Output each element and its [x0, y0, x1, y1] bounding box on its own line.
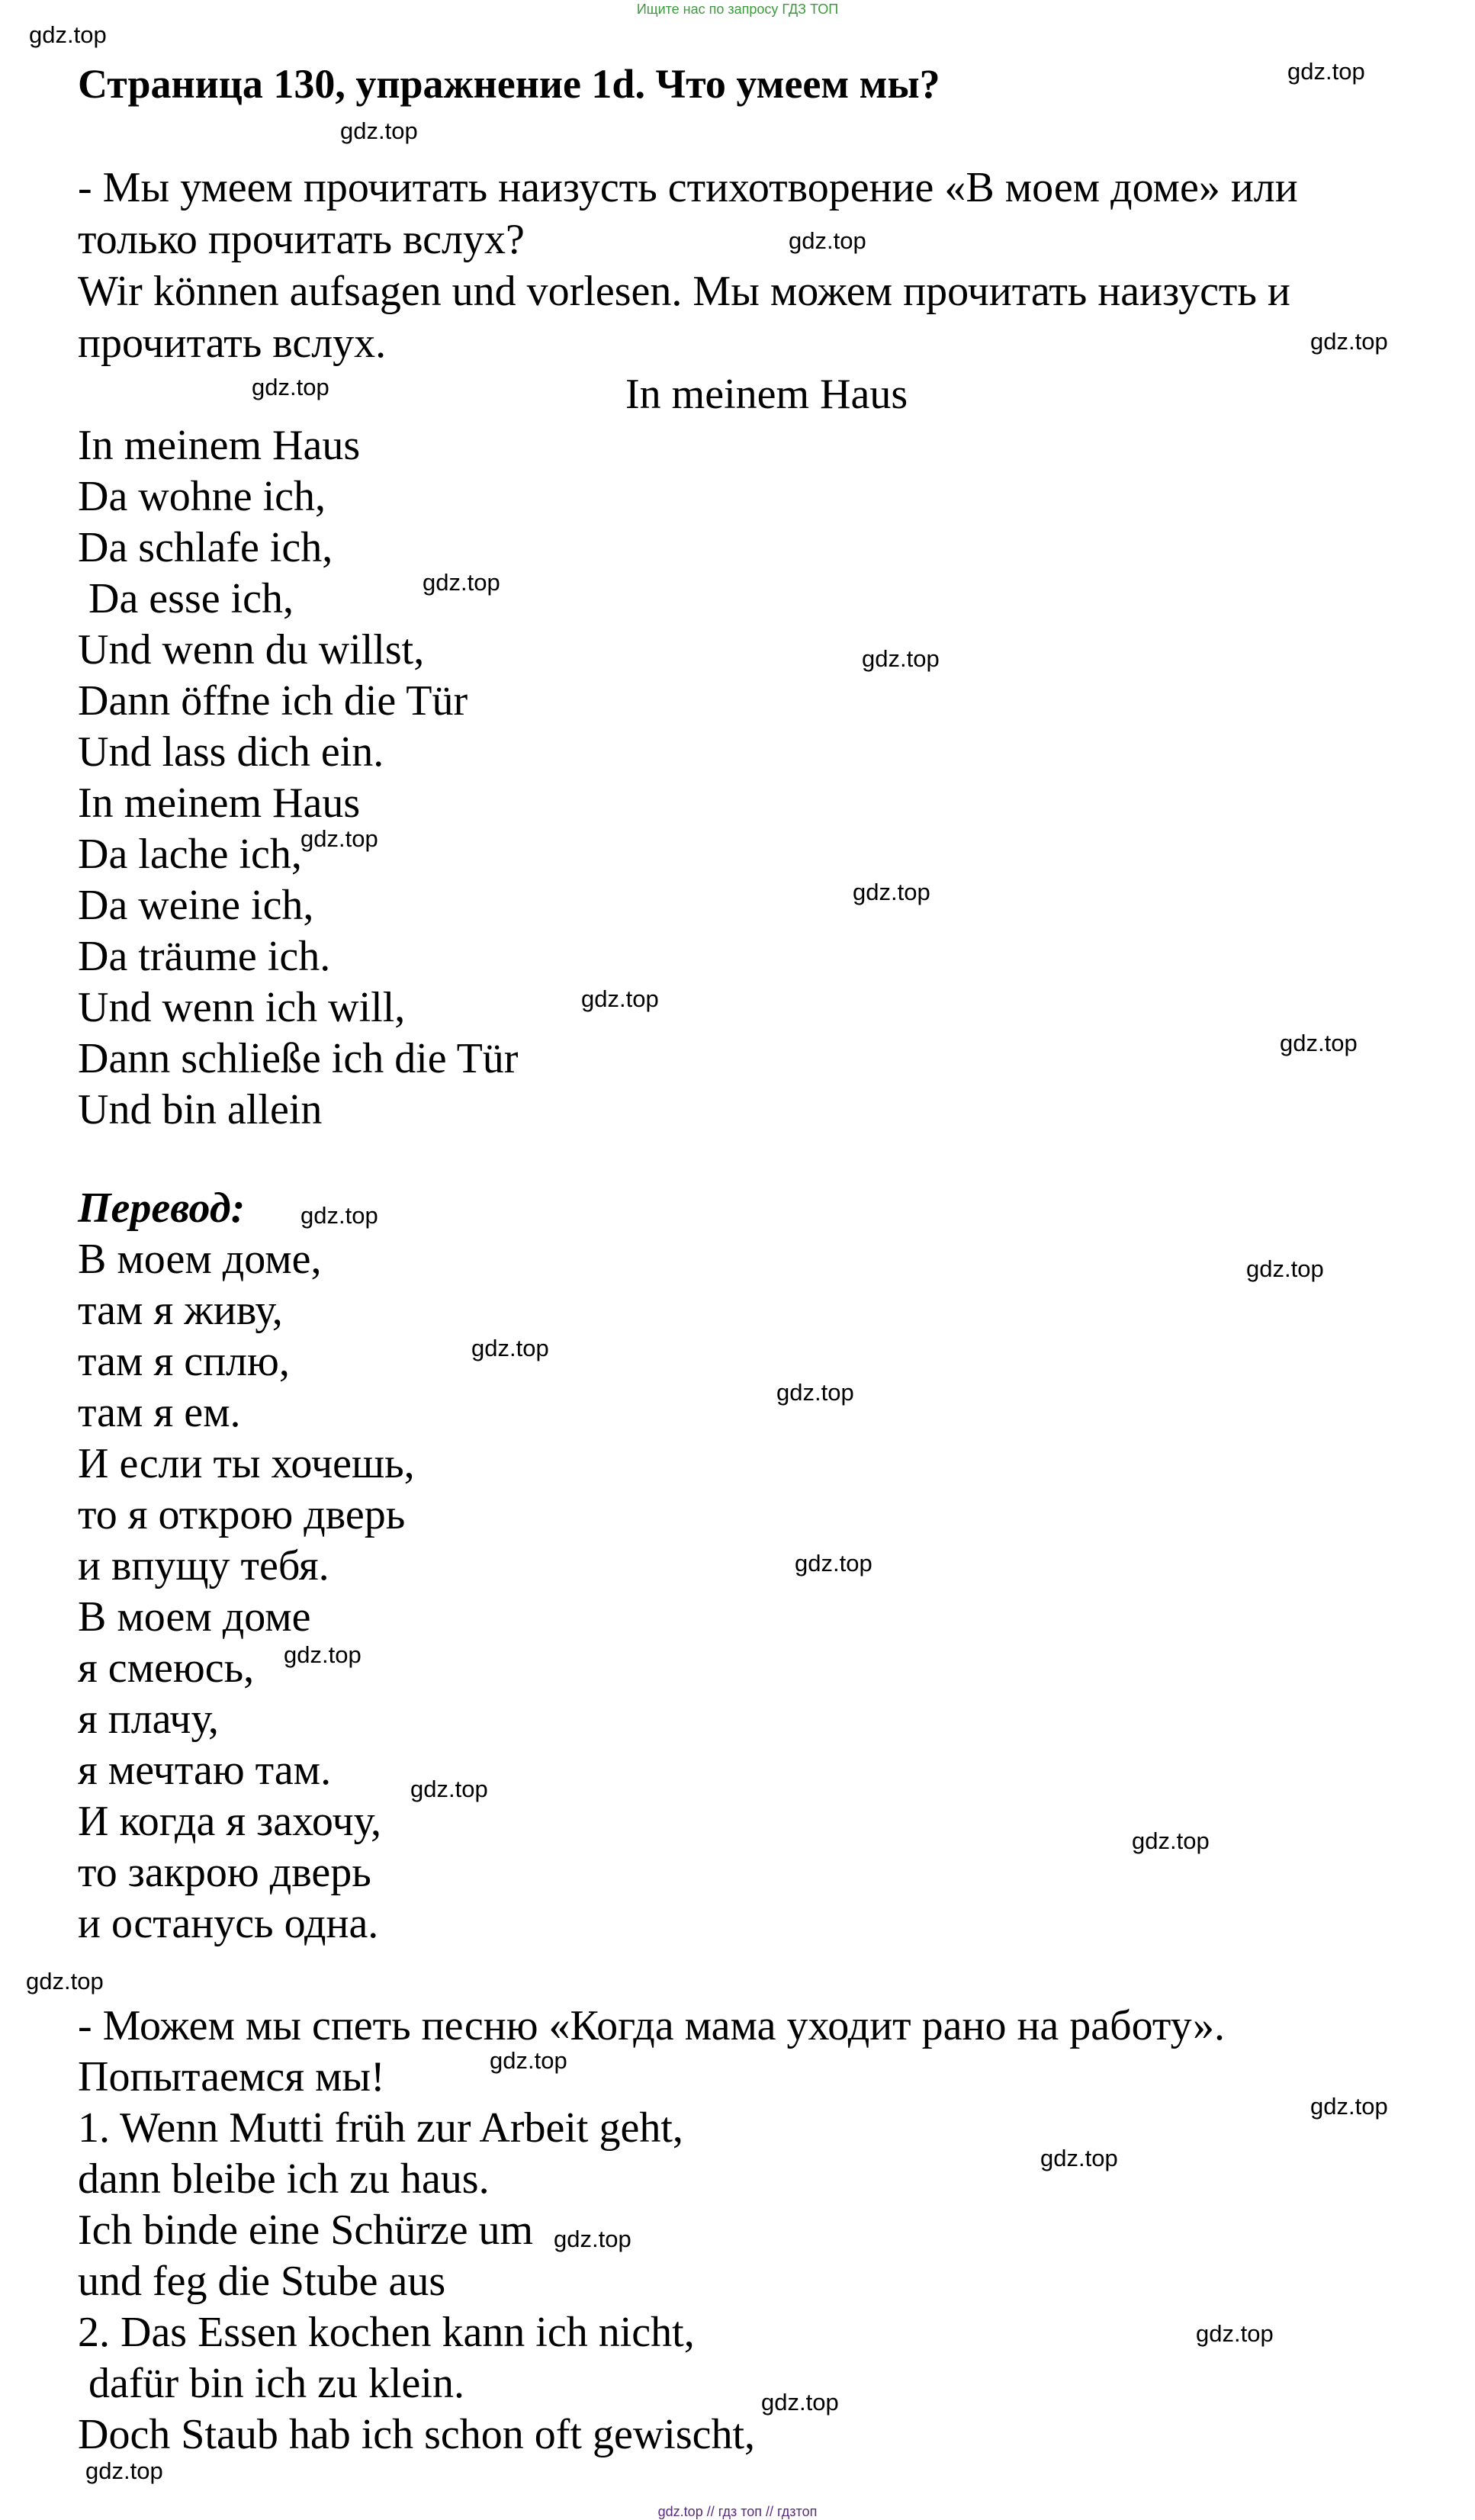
translation-line: И когда я захочу, [78, 1798, 382, 1845]
watermark: gdz.top [1280, 1030, 1358, 1056]
watermark: gdz.top [1040, 2145, 1118, 2171]
watermark: gdz.top [1132, 1827, 1210, 1854]
song-line: 1. Wenn Mutti früh zur Arbeit geht, [78, 2104, 683, 2152]
watermark: gdz.top [789, 227, 866, 254]
watermark: gdz.top [554, 2226, 631, 2252]
watermark: gdz.top [1196, 2320, 1274, 2347]
song-line: dann bleibe ich zu haus. [78, 2155, 490, 2203]
poem-line: Da esse ich, [78, 575, 294, 622]
translation-heading: Перевод: [78, 1184, 246, 1232]
intro-question-line-1: - Мы умеем прочитать наизусть стихотворение «В моем доме» или [78, 164, 1298, 211]
watermark: gdz.top [1310, 328, 1388, 355]
translation-line: и останусь одна. [78, 1900, 379, 1947]
song-intro-line-1: - Можем мы спеть песню «Когда мама уходит рано на работу». [78, 2002, 1226, 2049]
watermark: gdz.top [776, 1379, 854, 1406]
intro-question-line-2: только прочитать вслух? [78, 216, 525, 263]
translation-line: В моем доме [78, 1593, 311, 1641]
translation-line: я плачу, [78, 1696, 219, 1743]
watermark: gdz.top [761, 2389, 839, 2416]
poem-line: Und bin allein [78, 1086, 323, 1133]
watermark: gdz.top [284, 1641, 362, 1668]
translation-line: то я открою дверь [78, 1491, 406, 1538]
watermark: gdz.top [410, 1776, 488, 1802]
poem-line: Und lass dich ein. [78, 728, 384, 776]
watermark: gdz.top [795, 1550, 872, 1577]
translation-line: я смеюсь, [78, 1644, 255, 1692]
intro-answer-line-1: Wir können aufsagen und vorlesen. Мы можем прочитать наизусть и [78, 268, 1290, 315]
watermark: gdz.top [1310, 2093, 1388, 2120]
translation-line: я мечтаю там. [78, 1747, 332, 1794]
poem-line: Und wenn ich will, [78, 984, 406, 1031]
watermark: gdz.top [252, 374, 329, 400]
watermark: gdz.top [26, 1968, 104, 1994]
song-line: 2. Das Essen kochen kann ich nicht, [78, 2309, 695, 2356]
watermark: gdz.top [471, 1335, 549, 1361]
watermark: gdz.top [300, 825, 378, 852]
song-line: und feg die Stube aus [78, 2258, 446, 2305]
poem-line: Dann öffne ich die Tür [78, 677, 468, 725]
translation-line: то закрою дверь [78, 1849, 371, 1896]
translation-line: там я ем. [78, 1389, 241, 1436]
watermark: gdz.top [340, 117, 418, 144]
watermark: gdz.top [853, 879, 930, 905]
watermark: gdz.top [300, 1202, 378, 1229]
poem-line: Da lache ich, [78, 831, 302, 878]
poem-line: In meinem Haus [78, 779, 361, 827]
song-line: dafür bin ich zu klein. [78, 2360, 464, 2407]
poem-line: In meinem Haus [78, 422, 361, 469]
poem-line: Da schlafe ich, [78, 524, 333, 571]
watermark: gdz.top [490, 2047, 567, 2074]
watermark: gdz.top [1287, 58, 1365, 85]
translation-line: там я сплю, [78, 1338, 290, 1385]
watermark: gdz.top [29, 21, 107, 48]
poem-line: Da träume ich. [78, 933, 331, 980]
watermark: gdz.top [423, 569, 500, 596]
translation-line: И если ты хочешь, [78, 1440, 415, 1487]
poem-line: Da weine ich, [78, 882, 314, 929]
watermark: gdz.top [581, 985, 659, 1012]
poem-line: Und wenn du willst, [78, 626, 425, 673]
watermark: gdz.top [85, 2457, 163, 2484]
page-title: Страница 130, упражнение 1d. Что умеем мы? [78, 61, 940, 107]
translation-line: там я живу, [78, 1287, 283, 1334]
song-intro-line-2: Попытаемся мы! [78, 2053, 385, 2101]
watermark: gdz.top [862, 645, 940, 672]
poem-line: Dann schließe ich die Tür [78, 1035, 519, 1082]
translation-line: и впущу тебя. [78, 1542, 329, 1589]
bottom-banner[interactable]: gdz.top // гдз топ // гдзтоп [657, 2504, 818, 2519]
song-line: Ich binde eine Schürze um [78, 2207, 534, 2254]
intro-answer-line-2: прочитать вслух. [78, 320, 387, 367]
top-banner[interactable]: Ищите нас по запросу ГДЗ ТОП [636, 2, 839, 17]
translation-line: В моем доме, [78, 1236, 322, 1283]
watermark: gdz.top [1246, 1255, 1324, 1282]
poem-line: Da wohne ich, [78, 473, 326, 520]
poem-title: In meinem Haus [625, 371, 908, 418]
song-line: Doch Staub hab ich schon oft gewischt, [78, 2411, 756, 2458]
